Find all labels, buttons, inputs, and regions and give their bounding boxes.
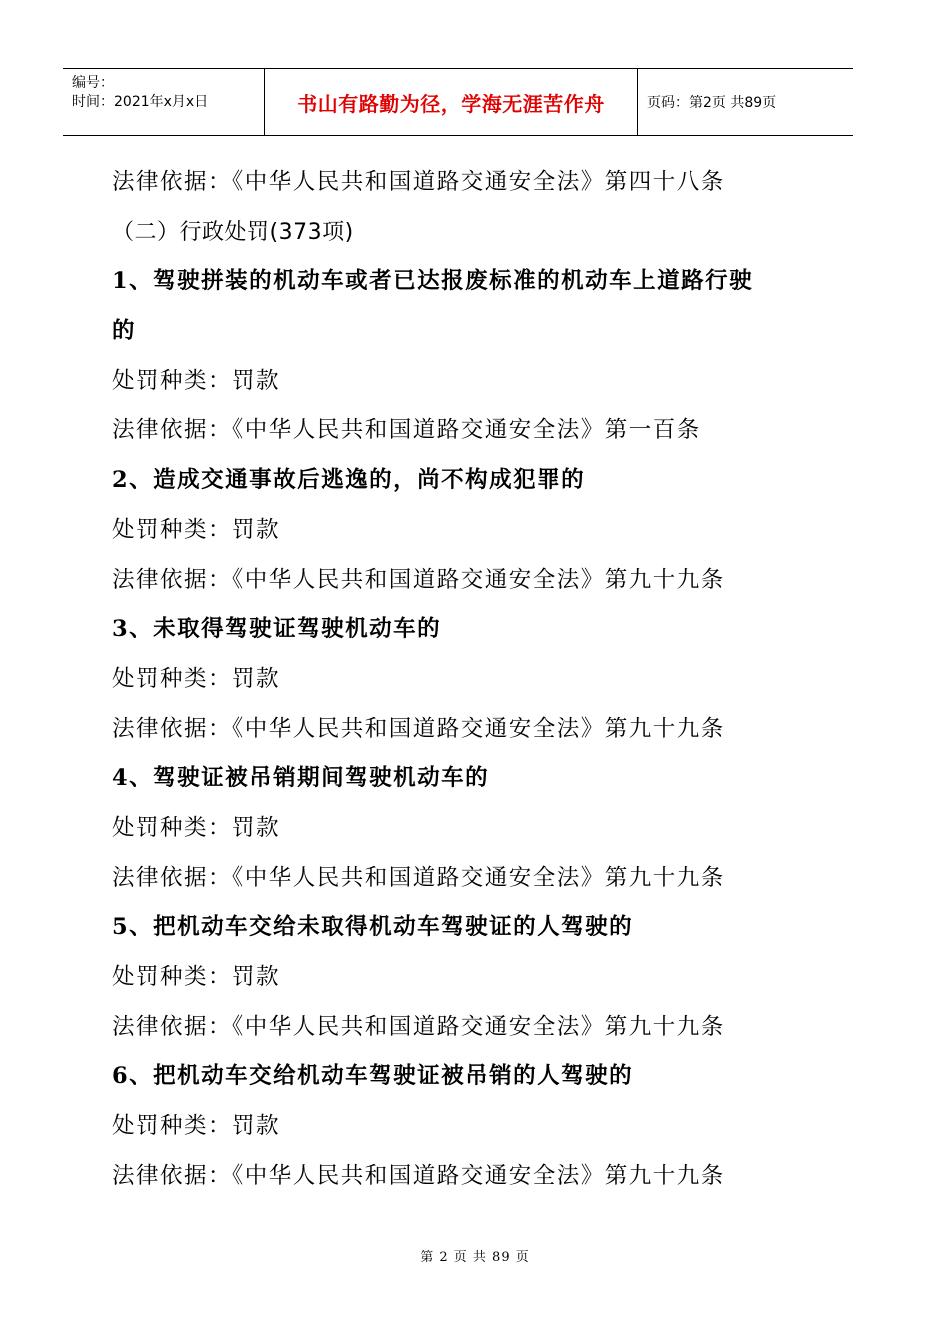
legal-basis-line: 法律依据：《中华人民共和国道路交通安全法》第一百条 <box>112 417 701 444</box>
page-info: 页码：第2页 共89页 <box>647 95 777 111</box>
section-heading: （二）行政处罚(373项) <box>112 219 354 245</box>
legal-basis-line: 法律依据：《中华人民共和国道路交通安全法》第九十九条 <box>112 1013 725 1040</box>
legal-basis-line: 法律依据：《中华人民共和国道路交通安全法》第九十九条 <box>112 864 725 891</box>
header-meta-cell <box>63 69 265 135</box>
page-footer: 第 2 页 共 89 页 <box>420 1250 530 1265</box>
legal-basis-line: 法律依据：《中华人民共和国道路交通安全法》第九十九条 <box>112 715 725 742</box>
serial-label: 编号： <box>72 75 114 91</box>
penalty-type-line: 处罚种类：罚款 <box>112 367 281 394</box>
penalty-type-line: 处罚种类：罚款 <box>112 814 281 841</box>
penalty-type-line: 处罚种类：罚款 <box>112 964 281 990</box>
legal-basis-line: 法律依据：《中华人民共和国道路交通安全法》第九十九条 <box>112 566 725 593</box>
item-title-continued: 的 <box>112 318 137 345</box>
penalty-type-line: 处罚种类：罚款 <box>112 665 281 692</box>
item-title: 2、造成交通事故后逃逸的，尚不构成犯罪的 <box>112 467 586 494</box>
motto-text: 书山有路勤为径，学海无涯苦作舟 <box>297 91 605 116</box>
header-page-cell <box>638 69 853 135</box>
item-title: 6、把机动车交给机动车驾驶证被吊销的人驾驶的 <box>112 1063 634 1090</box>
page-header <box>63 68 853 136</box>
penalty-type-line: 处罚种类：罚款 <box>112 516 281 543</box>
legal-basis-line: 法律依据：《中华人民共和国道路交通安全法》第四十八条 <box>112 169 725 195</box>
item-title: 4、驾驶证被吊销期间驾驶机动车的 <box>112 765 490 792</box>
penalty-type-line: 处罚种类：罚款 <box>112 1113 281 1140</box>
document-body <box>112 158 832 1201</box>
item-title: 1、驾驶拼装的机动车或者已达报废标准的机动车上道路行驶 <box>112 268 754 295</box>
header-motto-cell <box>265 69 638 135</box>
item-title: 5、把机动车交给未取得机动车驾驶证的人驾驶的 <box>112 914 634 941</box>
item-title: 3、未取得驾驶证驾驶机动车的 <box>112 616 442 643</box>
legal-basis-line: 法律依据：《中华人民共和国道路交通安全法》第九十九条 <box>112 1162 725 1189</box>
time-label: 时间：2021年x月x日 <box>72 94 209 110</box>
